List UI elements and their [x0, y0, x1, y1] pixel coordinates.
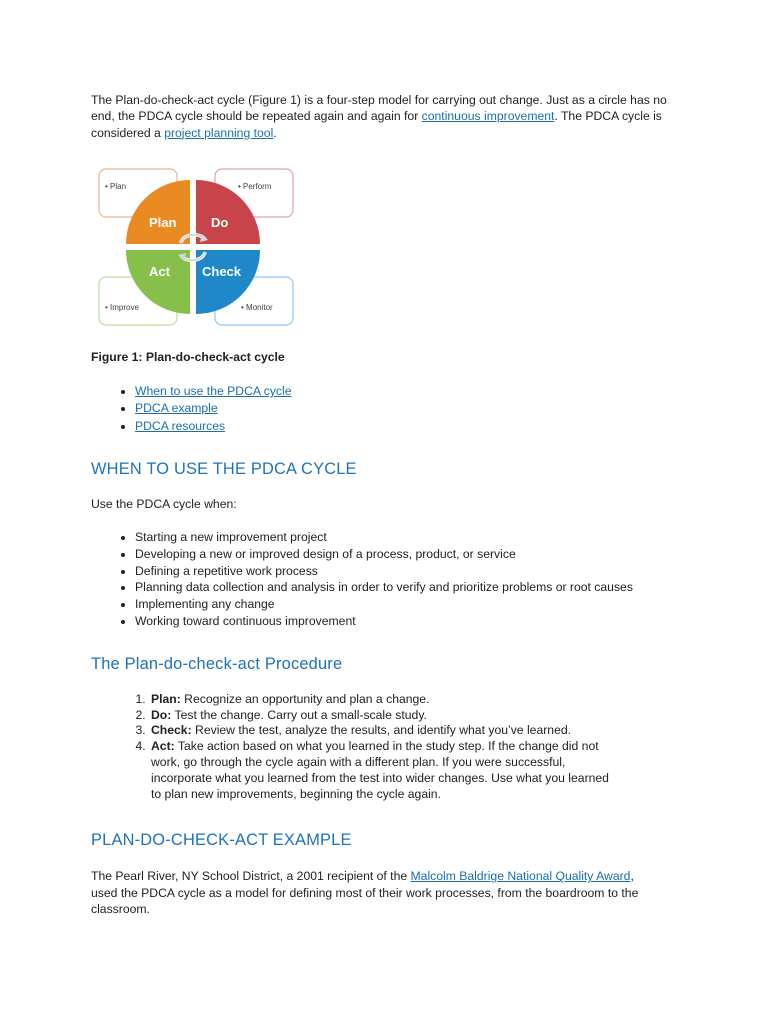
box-label-improve: • Improve [105, 302, 139, 312]
step-label: Check: [151, 723, 192, 738]
list-item [149, 708, 691, 724]
step-text: Recognize an opportunity and plan a change. [180, 691, 430, 706]
step-text: Test the change. Carry out a small-scale study. [171, 707, 427, 722]
when-list [91, 529, 691, 630]
example-text: The Pearl River, NY School District, a 2001 recipient of the [91, 869, 411, 884]
procedure-heading: The Plan-do-check-act Procedure [91, 654, 343, 673]
pdca-diagram [97, 167, 297, 337]
list-item: • Developing a new or improved design of a process, product, or service [135, 546, 691, 563]
pdca-example-link[interactable]: PDCA example [135, 401, 218, 416]
step-text: Review the test, analyze the results, and identify what you’ve learned. [191, 723, 572, 738]
list-item [135, 383, 691, 400]
cycle-arrows-icon [178, 234, 208, 261]
quadrant-label-do: Do [211, 214, 229, 230]
box-label-plan: • Plan [105, 181, 127, 191]
list-item [149, 692, 691, 708]
list-item: • Starting a new improvement project [135, 529, 691, 546]
list-item: • Planning data collection and analysis in order to verify and prioritize problems or root causes [135, 579, 691, 596]
document-page [91, 92, 691, 917]
baldrige-award-link[interactable]: Malcolm Baldrige National Quality Award [410, 869, 631, 884]
example-paragraph [91, 868, 651, 917]
quadrant-label-plan: Plan [149, 214, 177, 230]
intro-text: The Plan-do-check-act cycle (Figure 1) is a four-step model for carrying out change. Just as a circle has no end, the PDCA cycle should be repeated again and again for [91, 93, 667, 124]
list-item [149, 739, 691, 802]
list-item [149, 723, 691, 739]
step-label: Do: [151, 707, 172, 722]
section-links-list [91, 383, 691, 435]
example-text: , used the PDCA cycle as a model for defining most of their work processes, from the boardroom to the classroom. [91, 869, 639, 917]
project-planning-tool-link[interactable]: project planning tool [164, 125, 274, 140]
quadrant-label-act: Act [149, 263, 170, 279]
step-text: Take action based on what you learned in the study step. If the change did not work, go through the cycle again with a different plan. If you were successful, incorporate what you learned from the test into wider changes. Use what you learned to plan new improvements, beginning the cycle again. [151, 739, 609, 801]
when-heading: WHEN TO USE THE PDCA CYCLE [91, 459, 357, 478]
box-label-monitor: • Monitor [241, 302, 273, 312]
example-heading: PLAN-DO-CHECK-ACT EXAMPLE [91, 831, 352, 850]
when-lead: Use the PDCA cycle when: [91, 496, 237, 511]
when-to-use-link[interactable]: When to use the PDCA cycle [135, 384, 292, 399]
list-item: • Working toward continuous improvement [135, 613, 691, 630]
continuous-improvement-link[interactable]: continuous improvement [421, 109, 555, 124]
pdca-cycle-figure [97, 167, 297, 337]
quadrant-label-check: Check [202, 263, 242, 279]
figure-caption: Figure 1: Plan-do-check-act cycle [91, 349, 285, 364]
intro-text: . [273, 125, 277, 140]
step-label: Plan: [151, 691, 181, 706]
list-item [135, 418, 691, 435]
list-item [135, 400, 691, 417]
list-item: • Implementing any change [135, 596, 691, 613]
pdca-resources-link[interactable]: PDCA resources [135, 418, 226, 433]
procedure-steps [91, 692, 691, 803]
intro-paragraph [91, 92, 691, 141]
step-label: Act: [151, 739, 175, 754]
box-label-perform: • Perform [238, 181, 272, 191]
list-item: • Defining a repetitive work process [135, 563, 691, 580]
intro-text: . The PDCA cycle is considered a [91, 109, 662, 140]
